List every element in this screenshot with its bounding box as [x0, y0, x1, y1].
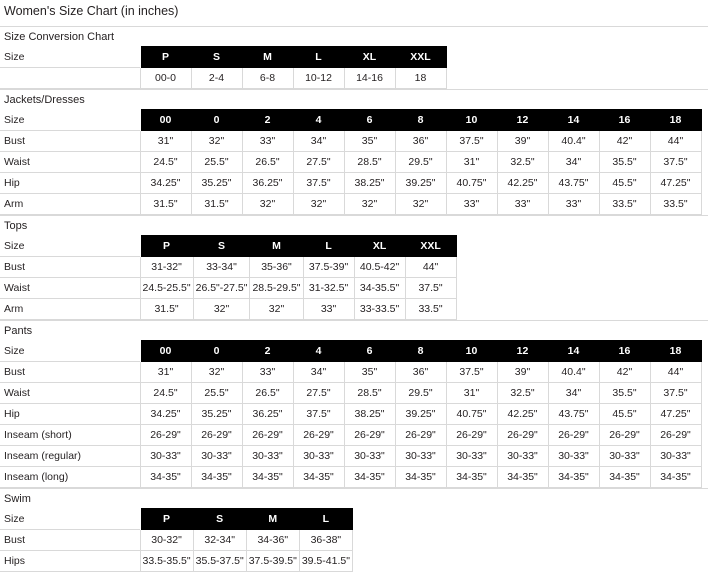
measurement-cell: 34-35": [242, 467, 293, 488]
column-header: 00: [140, 341, 191, 362]
measurement-cell: 28.5-29.5": [250, 278, 303, 299]
table-row: [0, 194, 701, 215]
measurement-cell: 37.5": [446, 362, 497, 383]
size-table-swim: [0, 508, 353, 572]
measurement-cell: 2-4: [191, 68, 242, 89]
measurement-cell: 32.5": [497, 152, 548, 173]
column-header: 12: [497, 341, 548, 362]
column-header: 12: [497, 110, 548, 131]
measurement-cell: 30-33": [599, 446, 650, 467]
measurement-cell: 35.25": [191, 173, 242, 194]
measurement-cell: 44": [650, 362, 701, 383]
measurement-cell: 42.25": [497, 173, 548, 194]
table-row: [0, 152, 701, 173]
measurement-cell: 45.5": [599, 404, 650, 425]
measurement-cell: 33": [242, 362, 293, 383]
measurement-cell: 26-29": [395, 425, 446, 446]
section-heading: Size Conversion Chart: [0, 26, 708, 46]
measurement-cell: 33": [242, 131, 293, 152]
measurement-cell: 26-29": [599, 425, 650, 446]
column-header: P: [140, 47, 191, 68]
column-header: L: [303, 236, 354, 257]
measurement-cell: 38.25": [344, 173, 395, 194]
measurement-cell: 40.75": [446, 404, 497, 425]
table-row: [0, 131, 701, 152]
measurement-cell: 31": [446, 152, 497, 173]
measurement-cell: 31-32.5": [303, 278, 354, 299]
column-header: M: [250, 236, 303, 257]
measurement-cell: 29.5": [395, 152, 446, 173]
measurement-cell: 36-38": [299, 530, 352, 551]
size-table-size-conversion-chart: [0, 46, 447, 89]
measurement-cell: 35.5": [599, 383, 650, 404]
measurement-cell: 37.5": [650, 383, 701, 404]
measurement-cell: 35": [344, 362, 395, 383]
measurement-cell: 30-33": [293, 446, 344, 467]
measurement-cell: 33.5": [650, 194, 701, 215]
measurement-cell: 37.5": [293, 173, 344, 194]
measurement-cell: 31.5": [140, 299, 193, 320]
measurement-cell: 40.4": [548, 362, 599, 383]
measurement-cell: 35-36": [250, 257, 303, 278]
size-table-jackets-dresses: [0, 109, 702, 215]
row-label: Arm: [0, 299, 140, 320]
column-header: 0: [191, 341, 242, 362]
column-header: 2: [242, 110, 293, 131]
column-header: 16: [599, 341, 650, 362]
row-label: [0, 68, 140, 89]
measurement-cell: 32-34": [193, 530, 246, 551]
measurement-cell: 34-35": [548, 467, 599, 488]
table-row: [0, 362, 701, 383]
measurement-cell: 26-29": [191, 425, 242, 446]
measurement-cell: 34": [293, 362, 344, 383]
row-label: Inseam (long): [0, 467, 140, 488]
column-header: 10: [446, 341, 497, 362]
row-label: Bust: [0, 257, 140, 278]
table-row: [0, 383, 701, 404]
header-row-label: Size: [0, 47, 140, 68]
measurement-cell: 40.5-42": [354, 257, 405, 278]
table-header-row: [0, 110, 701, 131]
measurement-cell: 37.5": [293, 404, 344, 425]
measurement-cell: 26-29": [497, 425, 548, 446]
measurement-cell: 38.25": [344, 404, 395, 425]
table-header-row: [0, 341, 701, 362]
measurement-cell: 31": [446, 383, 497, 404]
column-header: XXL: [395, 47, 446, 68]
table-row: [0, 551, 352, 572]
column-header: XXL: [405, 236, 456, 257]
measurement-cell: 42": [599, 362, 650, 383]
section-size-conversion-chart: [0, 26, 708, 89]
column-header: 14: [548, 110, 599, 131]
measurement-cell: 30-33": [446, 446, 497, 467]
measurement-cell: 43.75": [548, 404, 599, 425]
measurement-cell: 26.5"-27.5": [193, 278, 250, 299]
measurement-cell: 28.5": [344, 152, 395, 173]
section-swim: [0, 488, 708, 572]
row-label: Bust: [0, 362, 140, 383]
measurement-cell: 34-35.5": [354, 278, 405, 299]
row-label: Bust: [0, 530, 140, 551]
table-row: [0, 173, 701, 194]
measurement-cell: 26-29": [650, 425, 701, 446]
header-row-label: Size: [0, 341, 140, 362]
measurement-cell: 6-8: [242, 68, 293, 89]
row-label: Inseam (short): [0, 425, 140, 446]
measurement-cell: 35": [344, 131, 395, 152]
measurement-cell: 37.5": [446, 131, 497, 152]
measurement-cell: 33": [548, 194, 599, 215]
table-row: [0, 404, 701, 425]
measurement-cell: 32": [395, 194, 446, 215]
measurement-cell: 33": [497, 194, 548, 215]
measurement-cell: 44": [405, 257, 456, 278]
measurement-cell: 24.5-25.5": [140, 278, 193, 299]
measurement-cell: 32": [242, 194, 293, 215]
measurement-cell: 29.5": [395, 383, 446, 404]
measurement-cell: 26-29": [293, 425, 344, 446]
row-label: Hip: [0, 173, 140, 194]
column-header: 00: [140, 110, 191, 131]
table-row: [0, 530, 352, 551]
column-header: 8: [395, 110, 446, 131]
measurement-cell: 34-35": [191, 467, 242, 488]
table-header-row: [0, 509, 352, 530]
measurement-cell: 37.5-39.5": [246, 551, 299, 572]
column-header: 4: [293, 341, 344, 362]
sections-container: [0, 26, 708, 572]
row-label: Waist: [0, 383, 140, 404]
measurement-cell: 36": [395, 131, 446, 152]
measurement-cell: 33": [446, 194, 497, 215]
measurement-cell: 26.5": [242, 152, 293, 173]
row-label: Arm: [0, 194, 140, 215]
row-label: Bust: [0, 131, 140, 152]
measurement-cell: 39.25": [395, 173, 446, 194]
measurement-cell: 40.75": [446, 173, 497, 194]
measurement-cell: 37.5": [650, 152, 701, 173]
measurement-cell: 34": [548, 383, 599, 404]
measurement-cell: 26-29": [242, 425, 293, 446]
measurement-cell: 27.5": [293, 383, 344, 404]
measurement-cell: 31": [140, 362, 191, 383]
measurement-cell: 34.25": [140, 173, 191, 194]
measurement-cell: 33-33.5": [354, 299, 405, 320]
measurement-cell: 44": [650, 131, 701, 152]
measurement-cell: 47.25": [650, 173, 701, 194]
table-header-row: [0, 47, 446, 68]
measurement-cell: 32": [250, 299, 303, 320]
measurement-cell: 30-32": [140, 530, 193, 551]
column-header: S: [193, 236, 250, 257]
section-heading: Pants: [0, 320, 708, 340]
measurement-cell: 31.5": [140, 194, 191, 215]
measurement-cell: 37.5": [405, 278, 456, 299]
measurement-cell: 30-33": [650, 446, 701, 467]
measurement-cell: 30-33": [395, 446, 446, 467]
column-header: 8: [395, 341, 446, 362]
header-row-label: Size: [0, 236, 140, 257]
measurement-cell: 10-12: [293, 68, 344, 89]
measurement-cell: 34": [293, 131, 344, 152]
measurement-cell: 37.5-39": [303, 257, 354, 278]
table-row: [0, 446, 701, 467]
measurement-cell: 32": [191, 362, 242, 383]
measurement-cell: 33.5-35.5": [140, 551, 193, 572]
column-header: 2: [242, 341, 293, 362]
column-header: 14: [548, 341, 599, 362]
measurement-cell: 26-29": [140, 425, 191, 446]
section-heading: Swim: [0, 488, 708, 508]
column-header: P: [140, 509, 193, 530]
measurement-cell: 35.5": [599, 152, 650, 173]
section-heading: Tops: [0, 215, 708, 235]
measurement-cell: 25.5": [191, 152, 242, 173]
measurement-cell: 34-35": [344, 467, 395, 488]
measurement-cell: 39.25": [395, 404, 446, 425]
measurement-cell: 34-35": [650, 467, 701, 488]
measurement-cell: 26-29": [446, 425, 497, 446]
column-header: 6: [344, 110, 395, 131]
measurement-cell: 34.25": [140, 404, 191, 425]
column-header: M: [246, 509, 299, 530]
row-label: Inseam (regular): [0, 446, 140, 467]
measurement-cell: 42": [599, 131, 650, 152]
measurement-cell: 30-33": [344, 446, 395, 467]
measurement-cell: 40.4": [548, 131, 599, 152]
column-header: XL: [354, 236, 405, 257]
measurement-cell: 30-33": [497, 446, 548, 467]
row-label: Waist: [0, 278, 140, 299]
table-row: [0, 257, 456, 278]
column-header: 18: [650, 341, 701, 362]
measurement-cell: 32": [293, 194, 344, 215]
table-row: [0, 68, 446, 89]
measurement-cell: 39.5-41.5": [299, 551, 352, 572]
measurement-cell: 36.25": [242, 173, 293, 194]
measurement-cell: 43.75": [548, 173, 599, 194]
column-header: M: [242, 47, 293, 68]
measurement-cell: 30-33": [242, 446, 293, 467]
measurement-cell: 31-32": [140, 257, 193, 278]
column-header: 6: [344, 341, 395, 362]
measurement-cell: 36": [395, 362, 446, 383]
table-row: [0, 425, 701, 446]
measurement-cell: 34-35": [599, 467, 650, 488]
table-header-row: [0, 236, 456, 257]
header-row-label: Size: [0, 110, 140, 131]
measurement-cell: 26.5": [242, 383, 293, 404]
measurement-cell: 33": [303, 299, 354, 320]
measurement-cell: 36.25": [242, 404, 293, 425]
measurement-cell: 27.5": [293, 152, 344, 173]
measurement-cell: 34-35": [293, 467, 344, 488]
measurement-cell: 47.25": [650, 404, 701, 425]
measurement-cell: 34-35": [446, 467, 497, 488]
measurement-cell: 00-0: [140, 68, 191, 89]
row-label: Hip: [0, 404, 140, 425]
measurement-cell: 34-35": [497, 467, 548, 488]
measurement-cell: 31.5": [191, 194, 242, 215]
measurement-cell: 14-16: [344, 68, 395, 89]
measurement-cell: 31": [140, 131, 191, 152]
measurement-cell: 35.25": [191, 404, 242, 425]
measurement-cell: 30-33": [548, 446, 599, 467]
measurement-cell: 28.5": [344, 383, 395, 404]
measurement-cell: 26-29": [344, 425, 395, 446]
measurement-cell: 18: [395, 68, 446, 89]
column-header: 10: [446, 110, 497, 131]
column-header: S: [191, 47, 242, 68]
section-pants: [0, 320, 708, 488]
column-header: 4: [293, 110, 344, 131]
column-header: L: [293, 47, 344, 68]
measurement-cell: 34-35": [140, 467, 191, 488]
row-label: Waist: [0, 152, 140, 173]
measurement-cell: 32": [191, 131, 242, 152]
page-title: Women's Size Chart (in inches): [4, 4, 179, 18]
measurement-cell: 34": [548, 152, 599, 173]
column-header: XL: [344, 47, 395, 68]
measurement-cell: 24.5": [140, 383, 191, 404]
row-label: Hips: [0, 551, 140, 572]
measurement-cell: 42.25": [497, 404, 548, 425]
table-row: [0, 299, 456, 320]
table-row: [0, 278, 456, 299]
measurement-cell: 45.5": [599, 173, 650, 194]
section-heading: Jackets/Dresses: [0, 89, 708, 109]
measurement-cell: 35.5-37.5": [193, 551, 246, 572]
measurement-cell: 26-29": [548, 425, 599, 446]
measurement-cell: 30-33": [140, 446, 191, 467]
measurement-cell: 30-33": [191, 446, 242, 467]
column-header: 0: [191, 110, 242, 131]
measurement-cell: 33.5": [405, 299, 456, 320]
measurement-cell: 32": [193, 299, 250, 320]
measurement-cell: 32": [344, 194, 395, 215]
measurement-cell: 39": [497, 362, 548, 383]
header-row-label: Size: [0, 509, 140, 530]
column-header: 18: [650, 110, 701, 131]
section-tops: [0, 215, 708, 320]
size-table-pants: [0, 340, 702, 488]
section-jackets-dresses: [0, 89, 708, 215]
column-header: S: [193, 509, 246, 530]
measurement-cell: 34-35": [395, 467, 446, 488]
measurement-cell: 33.5": [599, 194, 650, 215]
measurement-cell: 34-36": [246, 530, 299, 551]
column-header: L: [299, 509, 352, 530]
measurement-cell: 39": [497, 131, 548, 152]
measurement-cell: 25.5": [191, 383, 242, 404]
measurement-cell: 24.5": [140, 152, 191, 173]
column-header: 16: [599, 110, 650, 131]
measurement-cell: 33-34": [193, 257, 250, 278]
size-table-tops: [0, 235, 457, 320]
measurement-cell: 32.5": [497, 383, 548, 404]
table-row: [0, 467, 701, 488]
column-header: P: [140, 236, 193, 257]
